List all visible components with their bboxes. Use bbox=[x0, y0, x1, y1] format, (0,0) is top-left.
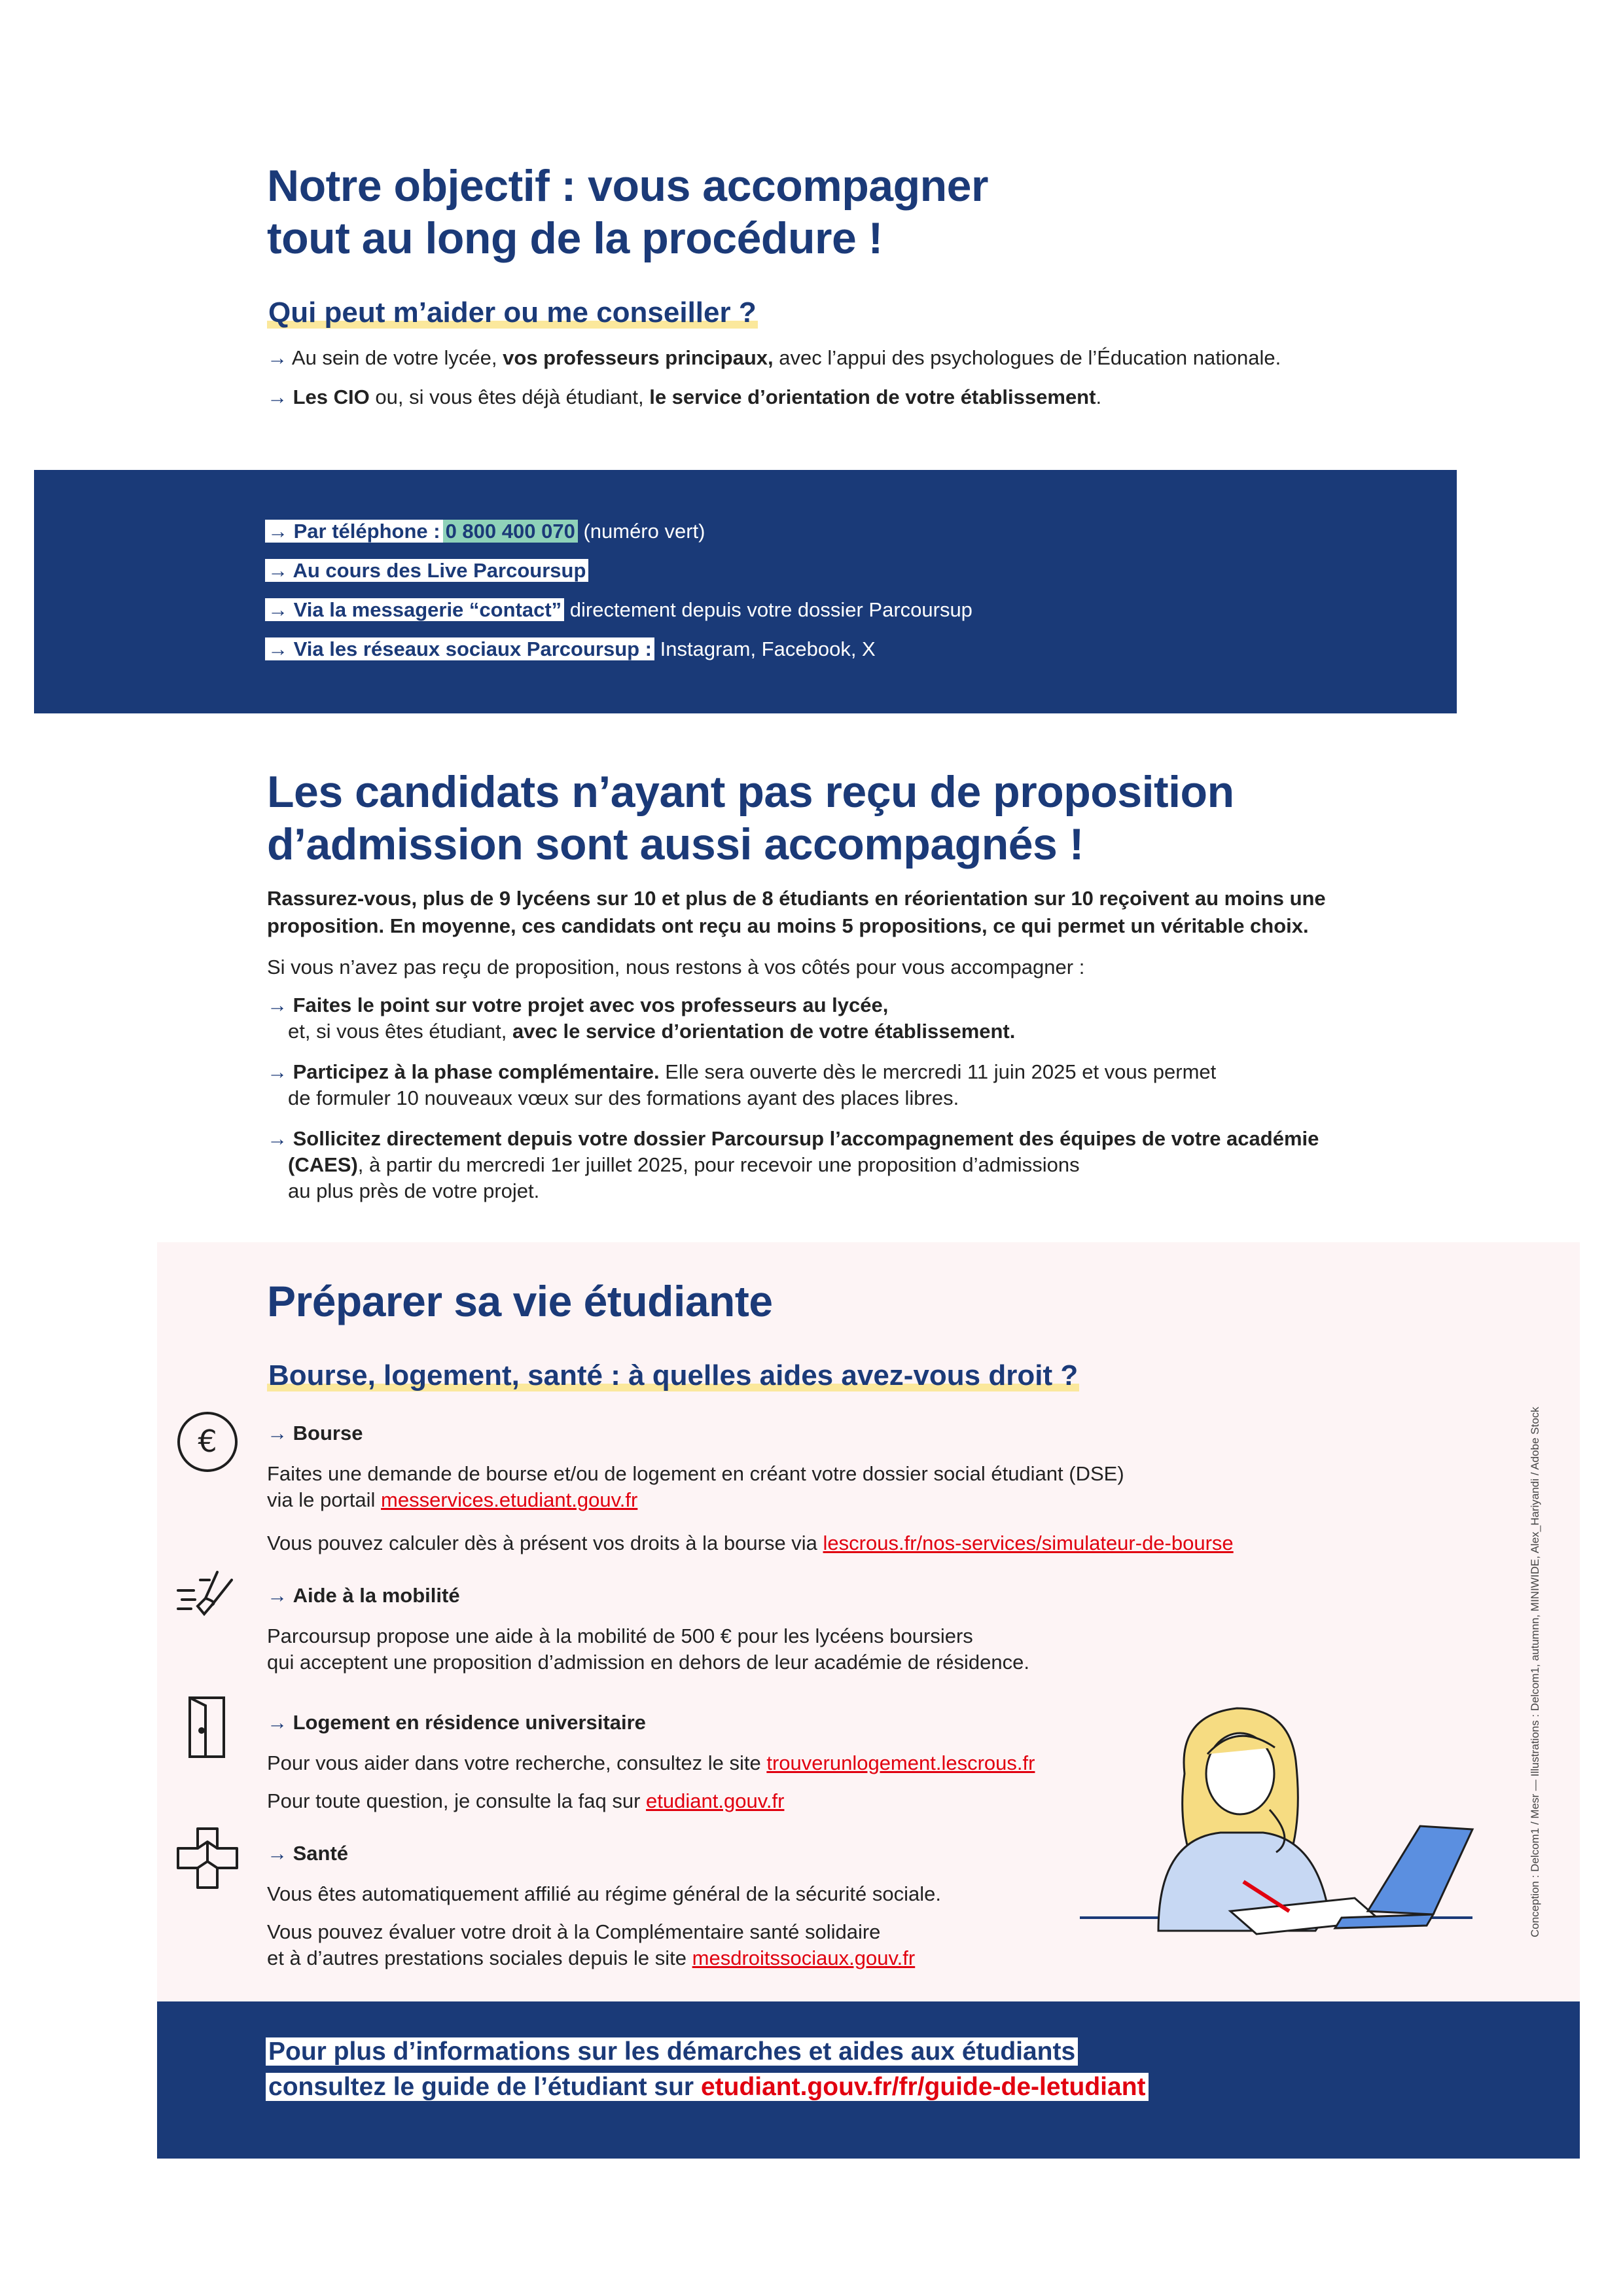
phone-number[interactable]: 0 800 400 070 bbox=[443, 520, 578, 543]
svg-text:€: € bbox=[198, 1424, 217, 1459]
sante-text-2: Vous pouvez évaluer votre droit à la Complémentaire santé solidaire et à d’autres prestations sociales depuis le site mesdroitssociaux.gouv.fr bbox=[267, 1920, 916, 1969]
section2-bullet-1: → Faites le point sur votre projet avec vos professeurs au lycée, et, si vous êtes étudiant, avec le service d’orientation de votre établissement. bbox=[267, 994, 1016, 1043]
logement-search: Pour vous aider dans votre recherche, consultez le site trouverunlogement.lescrous.fr bbox=[267, 1751, 1035, 1774]
section2-bullet-3: → Sollicitez directement depuis votre dossier Parcoursup l’accompagnement des équipes de votre académie (CAES), à partir du mercredi 1er juillet 2025, pour recevoir une proposition d’admissions au plus près de votre projet. bbox=[267, 1127, 1319, 1202]
contact-social: → Via les réseaux sociaux Parcoursup : Instagram, Facebook, X bbox=[265, 635, 876, 664]
guide-etudiant-link[interactable]: etudiant.gouv.fr/fr/guide-de-letudiant bbox=[700, 2073, 1146, 2101]
section1-subtitle: Qui peut m’aider ou me conseiller ? bbox=[268, 296, 757, 329]
section2-title-line2: d’admission sont aussi accompagnés ! bbox=[267, 819, 1084, 869]
section1-item-2: → Les CIO ou, si vous êtes déjà étudiant, le service d’orientation de votre établissement. bbox=[267, 386, 1102, 408]
section1-title-line2: tout au long de la procédure ! bbox=[267, 213, 883, 263]
arrow-icon: → bbox=[268, 637, 288, 660]
section2-title bbox=[267, 766, 1234, 870]
health-cross-icon bbox=[171, 1822, 243, 1897]
contact-live: → Au cours des Live Parcoursup bbox=[265, 556, 588, 585]
sante-heading: → Santé bbox=[267, 1842, 349, 1865]
messervices-link[interactable]: messervices.etudiant.gouv.fr bbox=[381, 1488, 638, 1511]
section2-lead: Si vous n’avez pas reçu de proposition, nous restons à vos côtés pour vous accompagner : bbox=[267, 956, 1085, 978]
trouverunlogement-link[interactable]: trouverunlogement.lescrous.fr bbox=[766, 1751, 1035, 1774]
arrow-icon: → bbox=[267, 346, 287, 369]
arrow-icon: → bbox=[268, 520, 288, 543]
mobilite-text: Parcoursup propose une aide à la mobilité de 500 € pour les lycéens boursiers qui acceptent une proposition d’admission en dehors de leur académie de résidence. bbox=[267, 1624, 1029, 1674]
bourse-text: Faites une demande de bourse et/ou de logement en créant votre dossier social étudiant (DSE) via le portail messervices.etudiant.gouv.fr bbox=[267, 1462, 1124, 1511]
arrow-icon: → bbox=[267, 1422, 287, 1444]
simulateur-bourse-link[interactable]: lescrous.fr/nos-services/simulateur-de-bourse bbox=[823, 1532, 1234, 1554]
sante-text-1: Vous êtes automatiquement affilié au régime général de la sécurité sociale. bbox=[267, 1882, 941, 1905]
arrow-icon: → bbox=[267, 1584, 287, 1607]
arrow-icon: → bbox=[267, 1127, 287, 1150]
student-illustration bbox=[1080, 1695, 1486, 1973]
credit-text: Conception : Delcom1 / Mesr — Illustrations : Delcom1, autumnn, MINIWIDE, Alex_Hariyandi / Adobe Stock bbox=[1529, 1407, 1541, 1937]
door-icon bbox=[171, 1691, 243, 1767]
bourse-heading: → Bourse bbox=[267, 1422, 363, 1444]
arrow-icon: → bbox=[267, 1060, 287, 1083]
arrow-icon: → bbox=[268, 598, 288, 621]
section2-title-line1: Les candidats n’ayant pas reçu de proposition bbox=[267, 767, 1234, 817]
running-shoe-icon bbox=[171, 1566, 243, 1641]
section2-intro: Rassurez-vous, plus de 9 lycéens sur 10 et plus de 8 étudiants en réorientation sur 10 reçoivent au moins une proposition. En moyenne, ces candidats ont reçu au moins 5 propositions, ce qui permet un véritable choix. bbox=[267, 887, 1326, 937]
euro-icon bbox=[171, 1406, 243, 1481]
bourse-simulator: Vous pouvez calculer dès à présent vos droits à la bourse via lescrous.fr/nos-services/simulateur-de-bourse bbox=[267, 1532, 1234, 1554]
section1-title-line1: Notre objectif : vous accompagner bbox=[267, 161, 988, 211]
arrow-icon: → bbox=[267, 386, 287, 408]
contact-phone: → Par téléphone : 0 800 400 070 (numéro vert) bbox=[265, 517, 705, 546]
logement-heading: → Logement en résidence universitaire bbox=[267, 1711, 646, 1734]
mobilite-heading: → Aide à la mobilité bbox=[267, 1584, 460, 1607]
arrow-icon: → bbox=[268, 559, 288, 582]
logement-faq: Pour toute question, je consulte la faq sur etudiant.gouv.fr bbox=[267, 1789, 785, 1812]
section3-subtitle: Bourse, logement, santé : à quelles aides avez-vous droit ? bbox=[268, 1359, 1079, 1391]
section1-item-1: → Au sein de votre lycée, vos professeurs principaux, avec l’appui des psychologues de l’Éducation nationale. bbox=[267, 346, 1281, 369]
arrow-icon: → bbox=[267, 994, 287, 1016]
section3-title: Préparer sa vie étudiante bbox=[267, 1277, 773, 1325]
contact-messaging: → Via la messagerie “contact” directement depuis votre dossier Parcoursup bbox=[265, 596, 972, 624]
section2-bullet-2: → Participez à la phase complémentaire. Elle sera ouverte dès le mercredi 11 juin 2025 et vous permet de formuler 10 nouveaux vœux sur des formations ayant des places libres. bbox=[267, 1060, 1217, 1109]
contact-band bbox=[34, 470, 1457, 713]
arrow-icon: → bbox=[267, 1842, 287, 1865]
arrow-icon: → bbox=[267, 1711, 287, 1734]
footer-text: Pour plus d’informations sur les démarches et aides aux étudiants consultez le guide de l’étudiant sur etudiant.gouv.fr/fr/guide-de-letudiant bbox=[266, 2034, 1149, 2105]
mesdroitssociaux-link[interactable]: mesdroitssociaux.gouv.fr bbox=[692, 1946, 916, 1969]
etudiant-gouv-link[interactable]: etudiant.gouv.fr bbox=[646, 1789, 785, 1812]
section1-title bbox=[267, 160, 988, 264]
